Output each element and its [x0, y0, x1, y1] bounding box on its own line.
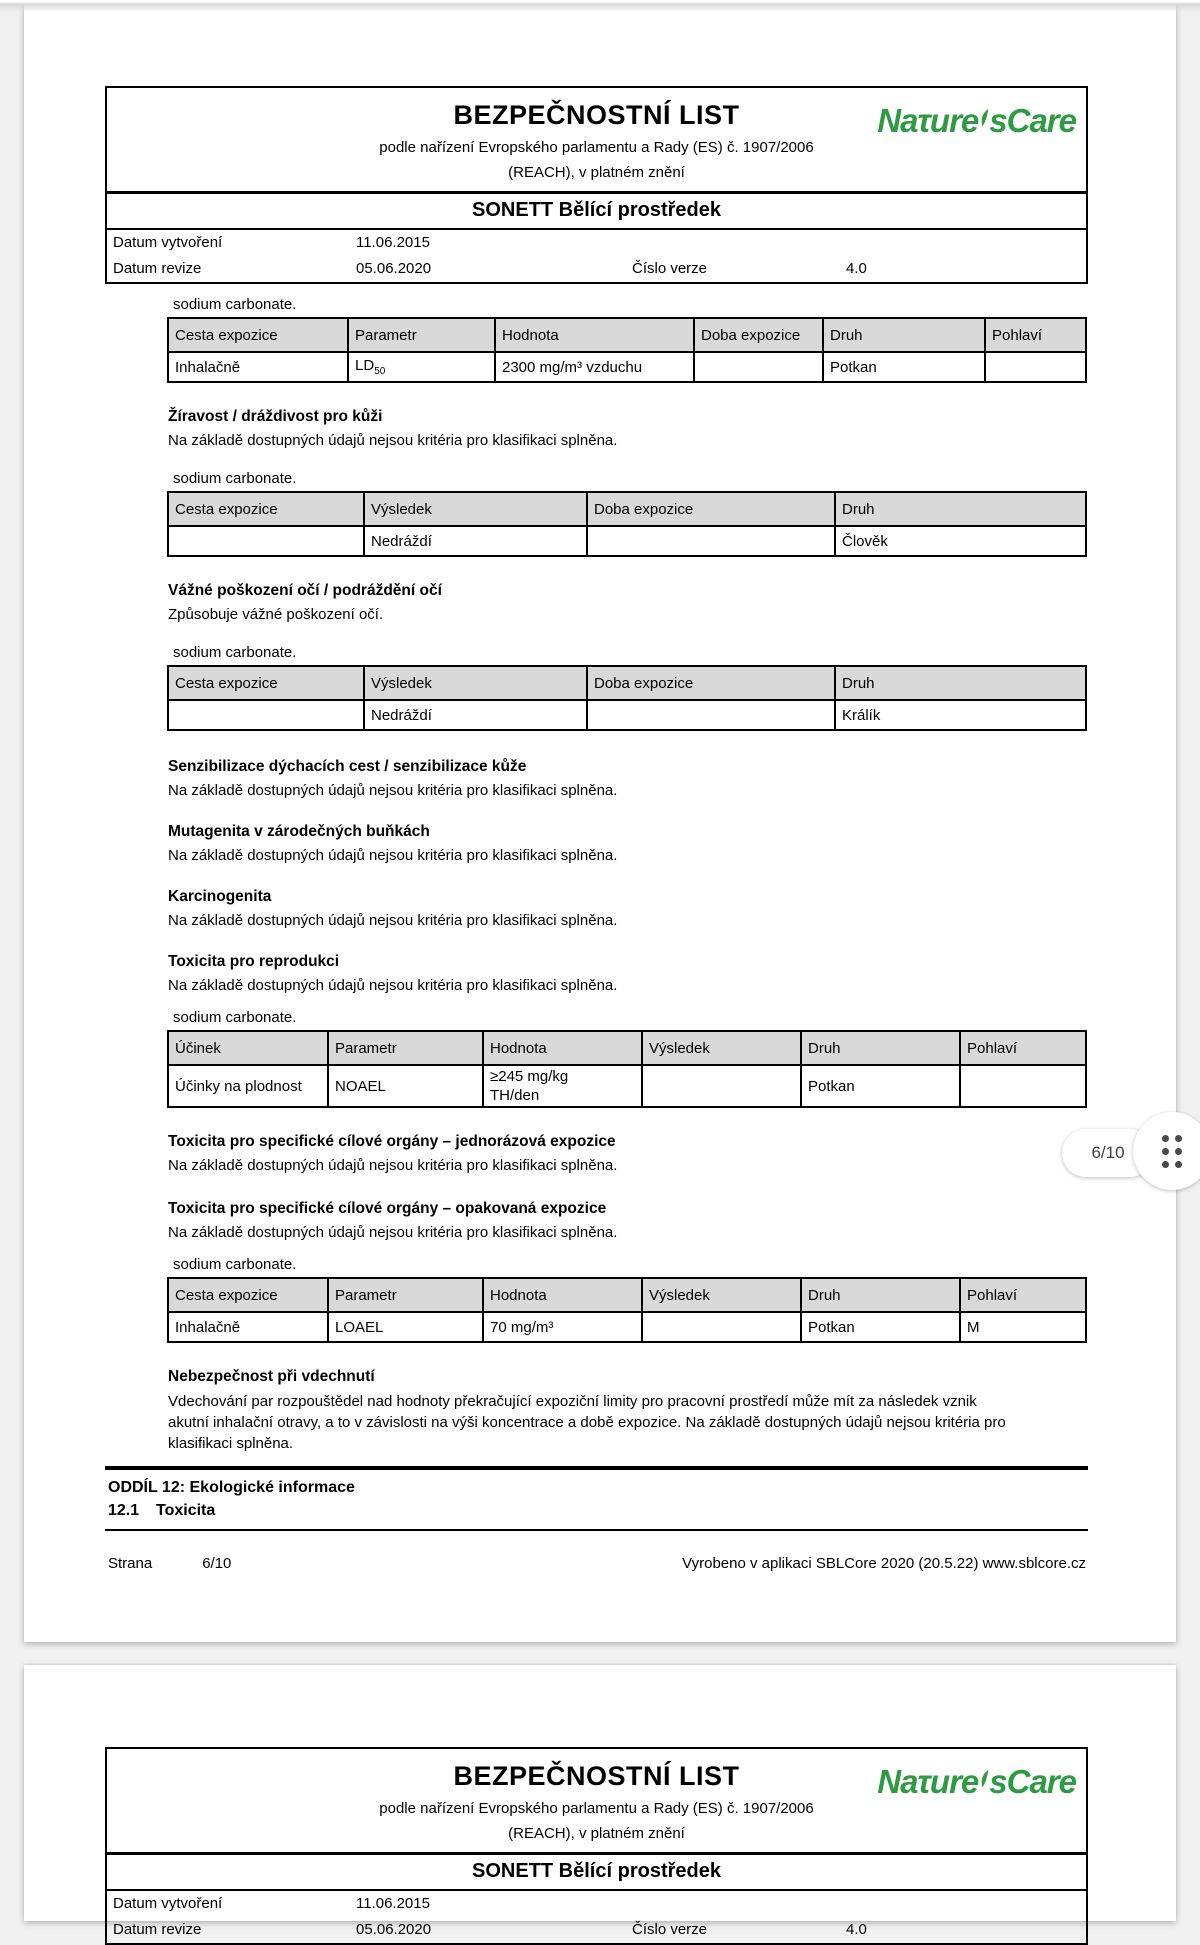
table-cell [642, 1312, 801, 1342]
sensitisation-body: Na základě dostupných údajů nejsou kritéria pro klasifikaci splněna. [168, 782, 618, 799]
stot-single-body: Na základě dostupných údajů nejsou kritéria pro klasifikaci splněna. [168, 1157, 618, 1174]
table-cell: Člověk [835, 526, 1086, 556]
revision-row [107, 256, 1086, 282]
table-header-cell: Parametr [328, 1278, 483, 1312]
table-header-cell: Hodnota [483, 1031, 642, 1065]
substance-label: sodium carbonate. [173, 1009, 297, 1026]
table-header-cell: Cesta expozice [168, 1278, 328, 1312]
table-cell: Účinky na plodnost [168, 1065, 328, 1107]
substance-label: sodium carbonate. [173, 644, 297, 661]
table-header-cell: Výsledek [642, 1278, 801, 1312]
table-cell [587, 700, 835, 730]
table-row [168, 526, 1086, 556]
table-cell [168, 526, 364, 556]
page-indicator-text: 6/10 [1091, 1143, 1125, 1162]
table-header-cell: Pohlaví [960, 1031, 1086, 1065]
document-footer [105, 1555, 1088, 1572]
product-name: SONETT Bělící prostředek [107, 191, 1086, 230]
table-header-cell: Výsledek [642, 1031, 801, 1065]
table-header-cell: Hodnota [483, 1278, 642, 1312]
substance-label: sodium carbonate. [173, 470, 297, 487]
eye-damage-body: Způsobuje vážné poškození očí. [168, 606, 384, 623]
created-label: Datum vytvoření [113, 234, 223, 251]
footer-page-label: Strana [108, 1555, 153, 1572]
version-value: 4.0 [846, 260, 867, 277]
document-body [105, 296, 1088, 1572]
grid-dots-icon [1162, 1135, 1182, 1168]
mutagenicity-heading: Mutagenita v zárodečných buňkách [168, 823, 430, 840]
table-header-cell: Druh [801, 1278, 960, 1312]
table-cell: Potkan [801, 1065, 960, 1107]
created-label: Datum vytvoření [113, 1895, 223, 1912]
aspiration-hazard-body: Vdechování par rozpouštědel nad hodnoty překračující expoziční limity pro pracovní prostředí může mít za následek vznik akutní inhalační otravy, a to v závislosti na výši koncentrace a době expozice. Na základě dostupných údajů nejsou kritéria pro klasifikaci splněna. [168, 1393, 1006, 1452]
table-cell: M [960, 1312, 1086, 1342]
created-row [107, 230, 1086, 256]
footer-generator: Vyrobeno v aplikaci SBLCore 2020 (20.5.22) www.sblcore.cz [682, 1555, 1086, 1572]
logo-text-right: sCare [989, 102, 1076, 139]
created-row [107, 1891, 1086, 1917]
table-header-cell: Pohlaví [985, 318, 1086, 352]
document-title: BEZPEČNOSTNÍ LIST [453, 100, 740, 130]
table-cell: Nedráždí [364, 700, 587, 730]
table-header-cell: Druh [801, 1031, 960, 1065]
natures-care-logo [877, 102, 1076, 140]
table-header-cell: Účinek [168, 1031, 328, 1065]
document-header-box [105, 1747, 1088, 1945]
section-12-1-number: 12.1 [108, 1502, 140, 1519]
logo-text-right: sCare [989, 1763, 1076, 1800]
table-cell: 70 mg/m³ [483, 1312, 642, 1342]
table-header-cell: Druh [835, 666, 1086, 700]
section-12-1-title: Toxicita [156, 1502, 216, 1519]
revision-row [107, 1917, 1086, 1943]
revision-label: Datum revize [113, 260, 202, 277]
table-cell [642, 1065, 801, 1107]
regulation-line-2: (REACH), v platném znění [508, 164, 685, 181]
table-cell [985, 352, 1086, 382]
regulation-line-1: podle nařízení Evropského parlamentu a Rady (ES) č. 1907/2006 [379, 139, 814, 156]
table-row [168, 1065, 1086, 1107]
mutagenicity-body: Na základě dostupných údajů nejsou kritéria pro klasifikaci splněna. [168, 847, 618, 864]
footer-page-value: 6/10 [202, 1555, 232, 1572]
sensitisation-heading: Senzibilizace dýchacích cest / senzibilizace kůže [168, 758, 527, 775]
section-12-header [105, 1466, 1088, 1531]
table-header-cell: Pohlaví [960, 1278, 1086, 1312]
pdf-page-1 [24, 4, 1176, 1642]
leaf-icon [976, 107, 989, 129]
reproductive-toxicity-heading: Toxicita pro reprodukci [168, 953, 340, 970]
table-header-cell: Výsledek [364, 492, 587, 526]
carcinogenicity-body: Na základě dostupných údajů nejsou kritéria pro klasifikaci splněna. [168, 912, 618, 929]
leaf-icon [976, 1768, 989, 1790]
table-header-cell: Doba expozice [587, 666, 835, 700]
skin-corrosion-body: Na základě dostupných údajů nejsou kritéria pro klasifikaci splněna. [168, 432, 618, 449]
version-value: 4.0 [846, 1921, 867, 1938]
table-cell: Potkan [801, 1312, 960, 1342]
table-cell: LOAEL [328, 1312, 483, 1342]
revision-value: 05.06.2020 [356, 1921, 432, 1938]
table-cell: Inhalačně [168, 352, 348, 382]
table-cell: Potkan [823, 352, 985, 382]
aspiration-hazard-heading: Nebezpečnost při vdechnutí [168, 1368, 375, 1385]
eye-table [167, 665, 1087, 731]
table-header-cell: Doba expozice [587, 492, 835, 526]
acute-toxicity-table [167, 317, 1087, 383]
table-cell [694, 352, 823, 382]
carcinogenicity-heading: Karcinogenita [168, 888, 272, 905]
created-value: 11.06.2015 [356, 1895, 430, 1912]
table-cell [960, 1065, 1086, 1107]
document-title: BEZPEČNOSTNÍ LIST [453, 1761, 740, 1791]
pdf-page-2 [24, 1665, 1176, 1938]
table-header-cell: Výsledek [364, 666, 587, 700]
logo-text-left: Naτure [877, 1763, 979, 1800]
table-cell: Nedráždí [364, 526, 587, 556]
table-cell [168, 700, 364, 730]
regulation-line-1: podle nařízení Evropského parlamentu a Rady (ES) č. 1907/2006 [379, 1800, 814, 1817]
table-cell: ≥245 mg/kg TH/den [483, 1065, 642, 1107]
natures-care-logo [877, 1763, 1076, 1801]
table-header-cell: Parametr [348, 318, 495, 352]
logo-text-left: Naτure [877, 102, 979, 139]
created-value: 11.06.2015 [356, 234, 430, 251]
table-cell: $LD_{50}$ [348, 352, 495, 382]
table-header-cell: Parametr [328, 1031, 483, 1065]
table-cell [587, 526, 835, 556]
revision-value: 05.06.2020 [356, 260, 432, 277]
document-header-box [105, 86, 1088, 284]
substance-label: sodium carbonate. [173, 1256, 297, 1273]
section-12-1-row [108, 1501, 1088, 1521]
product-name: SONETT Bělící prostředek [107, 1852, 1086, 1891]
regulation-line-2: (REACH), v platném znění [508, 1825, 685, 1842]
table-row [168, 700, 1086, 730]
eye-damage-heading: Vážné poškození očí / podráždění očí [168, 582, 442, 599]
stot-repeat-heading: Toxicita pro specifické cílové orgány – opakovaná expozice [168, 1200, 607, 1217]
table-cell: NOAEL [328, 1065, 483, 1107]
stot-repeat-body: Na základě dostupných údajů nejsou kritéria pro klasifikaci splněna. [168, 1224, 618, 1241]
skin-table [167, 491, 1087, 557]
table-header-cell: Druh [823, 318, 985, 352]
stot-single-heading: Toxicita pro specifické cílové orgány – jednorázová expozice [168, 1133, 616, 1150]
section-12-title: ODDÍL 12: Ekologické informace [108, 1479, 355, 1496]
table-cell: 2300 mg/m³ vzduchu [495, 352, 694, 382]
revision-label: Datum revize [113, 1921, 202, 1938]
table-cell: Inhalačně [168, 1312, 328, 1342]
table-header-cell: Doba expozice [694, 318, 823, 352]
table-header-cell: Druh [835, 492, 1086, 526]
table-header-cell: Hodnota [495, 318, 694, 352]
table-row [168, 352, 1086, 382]
reproductive-toxicity-body: Na základě dostupných údajů nejsou kritéria pro klasifikaci splněna. [168, 977, 618, 994]
version-label: Číslo verze [632, 1921, 708, 1938]
substance-label: sodium carbonate. [173, 296, 297, 313]
skin-corrosion-heading: Žíravost / dráždivost pro kůži [168, 408, 383, 425]
table-row [168, 1312, 1086, 1342]
stot-table [167, 1277, 1087, 1343]
reproductive-toxicity-table [167, 1030, 1087, 1108]
table-cell: Králík [835, 700, 1086, 730]
table-header-cell: Cesta expozice [168, 492, 364, 526]
table-header-cell: Cesta expozice [168, 666, 364, 700]
table-header-cell: Cesta expozice [168, 318, 348, 352]
version-label: Číslo verze [632, 260, 708, 277]
